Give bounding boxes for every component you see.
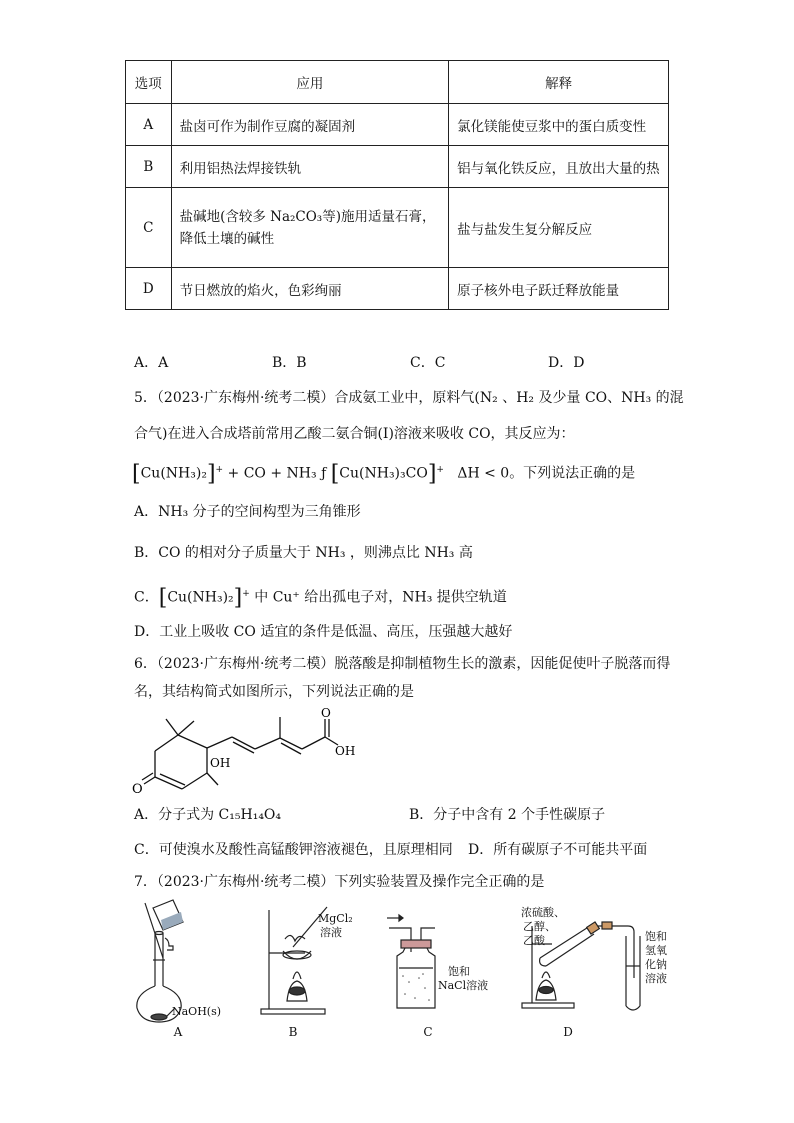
apparatus-b-label-2: 溶液 (320, 926, 342, 939)
eq-product-complex: Cu(NH₃)₃CO (339, 465, 428, 482)
cell-line: 盐碱地(含较多 Na₂CO₃等)施用适量石膏， (179, 208, 436, 225)
apparatus-d-label-4: 饱和 (645, 930, 667, 943)
q5-line1 (134, 388, 684, 408)
apparatus-a-label: NaOH(s) (172, 1005, 222, 1018)
caption-d: D (563, 1025, 573, 1039)
abscisic-acid-structure (130, 705, 356, 805)
table-cell: 铝与氧化铁反应，且放出大量的热 (449, 146, 669, 188)
apparatus-d-label-1: 浓硫酸、 (521, 906, 565, 919)
mol-acid-oh: OH (335, 744, 356, 758)
table-row (126, 146, 669, 188)
apparatus-c-label-1: 饱和 (448, 965, 470, 978)
q6-option-b: B．分子中含有 2 个手性碳原子 (409, 807, 606, 823)
caption-c: C (423, 1025, 433, 1039)
table-cell: 盐卤可作为制作豆腐的凝固剂 (171, 104, 449, 146)
table-header: 解释 (449, 61, 669, 104)
q5-option-d: D．工业上吸收 CO 适宜的条件是低温、高压，压强越大越好 (134, 624, 513, 640)
caption-b: B (288, 1025, 298, 1039)
apparatus-d-label-7: 溶液 (645, 972, 667, 985)
table-row (126, 104, 669, 146)
apparatus-c-label-2: NaCl溶液 (438, 979, 489, 992)
table-cell: A (126, 104, 172, 146)
q5-text: 5．（2023·广东梅州·统考二模）合成氨工业中，原料气( (134, 390, 480, 406)
choice-a: A．A (134, 355, 169, 371)
q6-option-c: C．可使溴水及酸性高锰酸钾溶液褪色，且原理相同 (134, 842, 453, 858)
apparatus-d-label-5: 氢氧 (645, 944, 667, 957)
table-cell: 原子核外电子跃迁释放能量 (449, 268, 669, 310)
complex: Cu(NH₃)₂ (167, 589, 234, 606)
table-cell: C (126, 188, 172, 268)
eq-arrow: ƒ (321, 465, 327, 482)
mol-ketone-o: O (132, 782, 143, 797)
option-prefix: C． (134, 589, 159, 606)
table-cell: 氯化镁能使豆浆中的蛋白质变性 (449, 104, 669, 146)
table-header-row (126, 61, 669, 104)
table-cell: 利用铝热法焊接铁轨 (171, 146, 449, 188)
eq-enthalpy: ΔH < 0 (457, 465, 510, 482)
apparatus-c-gas-washing-bottle (385, 912, 445, 1017)
apparatus-d-label-3: 乙酸 (523, 934, 545, 947)
q6-line1: 6．（2023·广东梅州·统考二模）脱落酸是抑制植物生长的激素，因能促使叶子脱落而得 (134, 656, 671, 672)
eq-reactant-complex: Cu(NH₃)₂ (140, 465, 207, 482)
table-cell: 盐与盐发生复分解反应 (449, 188, 669, 268)
q5-line2: 合气)在进入合成塔前常用乙酸二氨合铜(Ⅰ)溶液来吸收 CO，其反应为： (134, 426, 575, 442)
table-row (126, 188, 669, 268)
q6-line2: 名，其结构简式如图所示，下列说法正确的是 (134, 684, 414, 700)
table-header: 应用 (171, 61, 449, 104)
q5-equation: [Cu(NH₃)₂]+ + CO + NH₃ ƒ [Cu(NH₃)₃CO]+ ΔH < 0。下列说法正确的是 (132, 461, 636, 487)
apparatus-b-label-1: MgCl₂ (318, 912, 353, 925)
q5-text: 。下列说法正确的是 (509, 465, 636, 482)
mol-carbonyl-o: O (321, 706, 331, 720)
q5-option-b: B．CO 的相对分子质量大于 NH₃ ，则沸点比 NH₃ 高 (134, 545, 473, 561)
table-cell: B (126, 146, 172, 188)
apparatus-d-label-2: 乙醇、 (523, 920, 556, 933)
q7-line1: 7．（2023·广东梅州·统考二模）下列实验装置及操作完全正确的是 (134, 874, 545, 890)
q5-text: N₂ 、H₂ 及少量 CO、NH₃ 的混 (479, 390, 684, 406)
choice-d: D．D (548, 355, 585, 371)
eq-reactants: + CO + NH₃ (227, 465, 317, 482)
table-cell: 节日燃放的焰火，色彩绚丽 (171, 268, 449, 310)
choice-b: B．B (272, 355, 307, 371)
table-cell (171, 188, 449, 268)
options-table (125, 60, 669, 310)
cell-line: 降低土壤的碱性 (179, 230, 275, 247)
q6-option-a: A．分子式为 C₁₅H₁₄O₄ (134, 807, 282, 823)
q6-option-d: D．所有碳原子不可能共平面 (468, 842, 648, 858)
q5-option-c: C．[Cu(NH₃)₂]+ 中 Cu⁺ 给出孤电子对，NH₃ 提供空轨道 (134, 585, 507, 611)
mol-hydroxyl: OH (210, 756, 231, 770)
option-text: 中 Cu⁺ 给出孤电子对，NH₃ 提供空轨道 (254, 589, 507, 606)
choice-c: C．C (410, 355, 446, 371)
table-cell: D (126, 268, 172, 310)
q5-option-a: A．NH₃ 分子的空间构型为三角锥形 (134, 504, 361, 520)
apparatus-d-label-6: 化钠 (645, 958, 667, 971)
table-row (126, 268, 669, 310)
caption-a: A (173, 1025, 183, 1039)
table-header: 选项 (126, 61, 172, 104)
